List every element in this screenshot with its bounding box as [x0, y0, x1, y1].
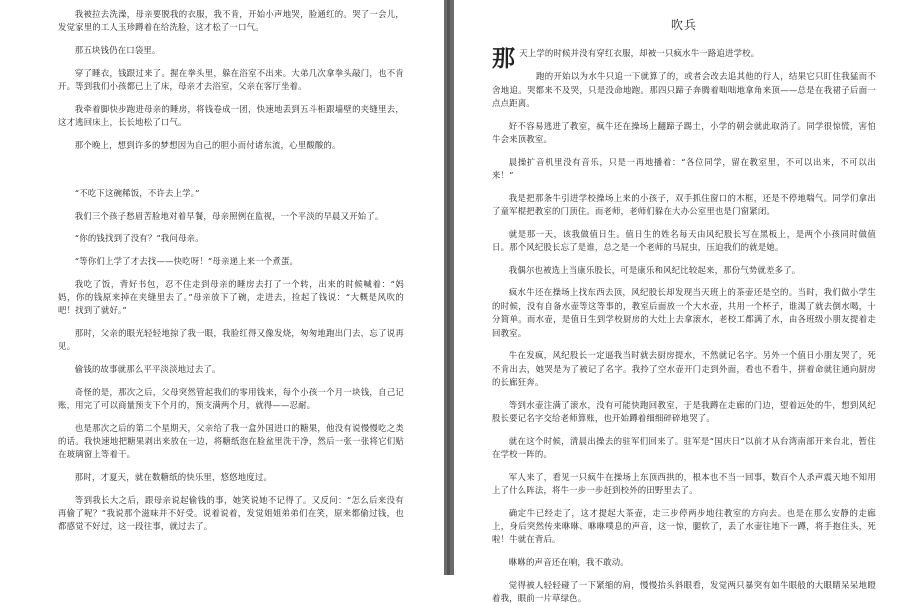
body-paragraph: 跑的开始以为水牛只追一下就算了的，或者会改去追其他的行人，结果它只盯住我猛而不舍地追。哭都来不及哭，只是没命地跑。那四只蹄子奔腾着咄咄地拿角来顶——总是在我裙子后面一点点距离。 [492, 71, 876, 109]
body-paragraph: 晨操扩音机里没有音乐，只是一再地播着：“各位同学，留在教室里，不可以出来，不可以出来！” [492, 156, 876, 181]
body-paragraph: 确定牛已经走了，这才提起大茶壶，走三步停两步地往教室的方向去。也是在那么安静的走廊上，身后突然传来咻咻、咻咻噗息的声音，这一惊，腿软了，丢了水壶往地下一蹲，将手抱住头，死啦！牛就在背后。 [492, 507, 876, 545]
body-paragraph: 我被拉去洗澡，母亲要脱我的衣服，我不肯，开始小声地哭，脸通红的。哭了一会儿，发觉家里的工人玉珍蹲着在给洗脸，这才松了一口气。 [58, 9, 404, 33]
body-paragraph: 等到水壶注满了滚水，没有可能快跑回教室，于是我蹲在走廊的门边，望着远处的牛，想到风纪股长要记名字交给老师算账，也开始蹲着细细碎碎地哭了。 [492, 399, 876, 424]
body-paragraph: 我吃了饭，背好书包，忍不住走到母亲的睡房去打了一个转，出来的时候喊着：“妈妈，你的钱原来掉在夹缝里去了。”母亲放下了碗，走进去，捡起了钱说：“大概是风吹的吧！找到了就好。” [58, 278, 404, 316]
body-paragraph: 我牵着脚快步跑进母亲的睡房，将钱卷成一团，快速地丢到五斗柜跟墙壁的夹缝里去，这才逃回床上，长长地松了口气。 [58, 103, 404, 127]
body-paragraph: “等你们上学了才去找——快吃呀！”母亲递上来一个煮蛋。 [74, 255, 299, 266]
body-paragraph: “不吃下这碗稀饭，不许去上学。” [74, 188, 200, 199]
body-paragraph: 牛在发疯，风纪股长一定逼我当时就去厨房提水，不然就记名字。另外一个值日小朋友哭了，死不肯出去，她哭是为了被记了名字。我拎了空水壶开门走到外面，看也不看牛，拼着命就往通向厨房的长廊狂奔。 [492, 350, 876, 388]
body-paragraph: 咻咻的声音还在响，我不敢动。 [508, 557, 629, 568]
page-gutter [444, 0, 454, 575]
body-paragraph: 等到我长大之后，跟母亲说起偷钱的事，她笑说她不记得了。又反问：“怎么后来没有再偷了呢？”我说那个滋味并不好受。说着说着，发觉姐姐弟弟们在笑，原来都偷过钱，也都感觉不好过，这一段往事，就过去了。 [58, 494, 404, 532]
body-paragraph: 就是那一天，该我做值日生。值日生的姓名每天由风纪股长写在黑板上，是两个小孩同时做值日。那个风纪股长忘了是谁，总之是一个老师的马屁虫，压迫我们的就是她。 [492, 228, 876, 253]
body-paragraph: 好不容易逃进了教室，疯牛还在操场上翻蹄子踢土，小学的朝会就此取消了。同学很惊慌，害怕牛会来顶教室。 [492, 120, 876, 145]
first-paragraph [492, 46, 876, 72]
body-paragraph: 偷钱的故事就那么平平淡淡地过去了。 [74, 363, 221, 374]
body-paragraph: “你的钱找到了没有？”我问母亲。 [74, 233, 204, 244]
body-paragraph: 那时，才夏天，就在数糖纸的快乐里，悠悠地度过。 [74, 471, 273, 482]
body-paragraph: 我是把那条牛引进学校操场上来的小孩子，双手抓住窗口的木框，还是不停地喘气。同学们拿出了童军棍把教室的门顶住。而老师，老师们躲在大办公室里也是门窗紧闭。 [492, 192, 876, 217]
left-page [0, 0, 444, 575]
body-paragraph: 觉得被人轻轻碰了一下紧缩的肩，慢慢抬头斜眼看，发觉两只暴突有如牛眼般的大眼睛呆呆地瞪着我，眼前一片草绿色。 [492, 579, 876, 604]
section-break [58, 161, 404, 187]
body-paragraph: 奇怪的是，那次之后，父母突然管起我们的零用钱来，每个小孩一个月一块钱，自己记账，用完了可以商量预支下个月的，预支满两个月，就得——忍耐。 [58, 386, 404, 410]
body-paragraph: 军人来了，看见一只疯牛在操场上东顶西拱的，根本也不当一回事，数百个人杀声震天地不知用上了什么阵法，将牛一步一步赶到校外的田野里去了。 [492, 471, 876, 496]
right-page [454, 0, 898, 604]
body-paragraph: 就在这个时候，清晨出操去的驻军们回来了。驻军是“国庆日”以前才从台湾南部开来台北，暂住在学校一阵的。 [492, 435, 876, 460]
first-paragraph-text: 天上学的时候并没有穿红衣服，却被一只疯水牛一路追进学校。 [519, 48, 760, 58]
body-paragraph: 那个晚上，想到许多的梦想因为自己的胆小而付诸东流，心里酸酸的。 [74, 139, 341, 150]
body-paragraph: 那五块钱仍在口袋里。 [74, 45, 161, 55]
body-paragraph: 我们三个孩子愁眉苦脸地对着早餐，母亲照例在监视，一个平淡的早晨又开始了。 [74, 210, 384, 221]
body-paragraph: 我偶尔也被选上当康乐股长，可是康乐和风纪比较起来，那份气势就差多了。 [508, 264, 801, 275]
body-paragraph: 疯水牛还在操场上找东西去顶，风纪股长却发现当天班上的茶壶还是空的。当时，我们做小学生的时候，没有自备水壶等这等事的，教室后面放一个大水壶，共用一个杯子，谁渴了就去倒水喝，十分简单。而水壶，是值日生到学校厨房的大灶上去拿滚水，老校工都满了水，由各班级小朋友提着走回教室。 [492, 287, 876, 338]
body-paragraph: 也是那次之后的第二个星期天，父亲给了我一盒外国进口的糖果，他没有说慢慢吃之类的话。我快速地把糖果剥出来放在一边，将糖纸泡在脸盆里洗干净，然后一张一张将它们贴在玻璃窗上等着干。 [58, 422, 404, 460]
body-paragraph: 那时，父亲的眼光轻轻地掠了我一眼，我脸红得又像发烧，匆匆地跑出门去，忘了说再见。 [58, 327, 404, 352]
drop-cap: 那 [492, 46, 516, 72]
body-paragraph: 穿了睡衣，钱跟过来了。握在拳头里，躲在浴室不出来。大弟几次拿拳头敲门，也不肯开。等到我们小孩都已上了床，母亲才去浴室，父亲在客厅坐着。 [58, 67, 404, 91]
chapter-title: 吹兵 [670, 18, 697, 32]
